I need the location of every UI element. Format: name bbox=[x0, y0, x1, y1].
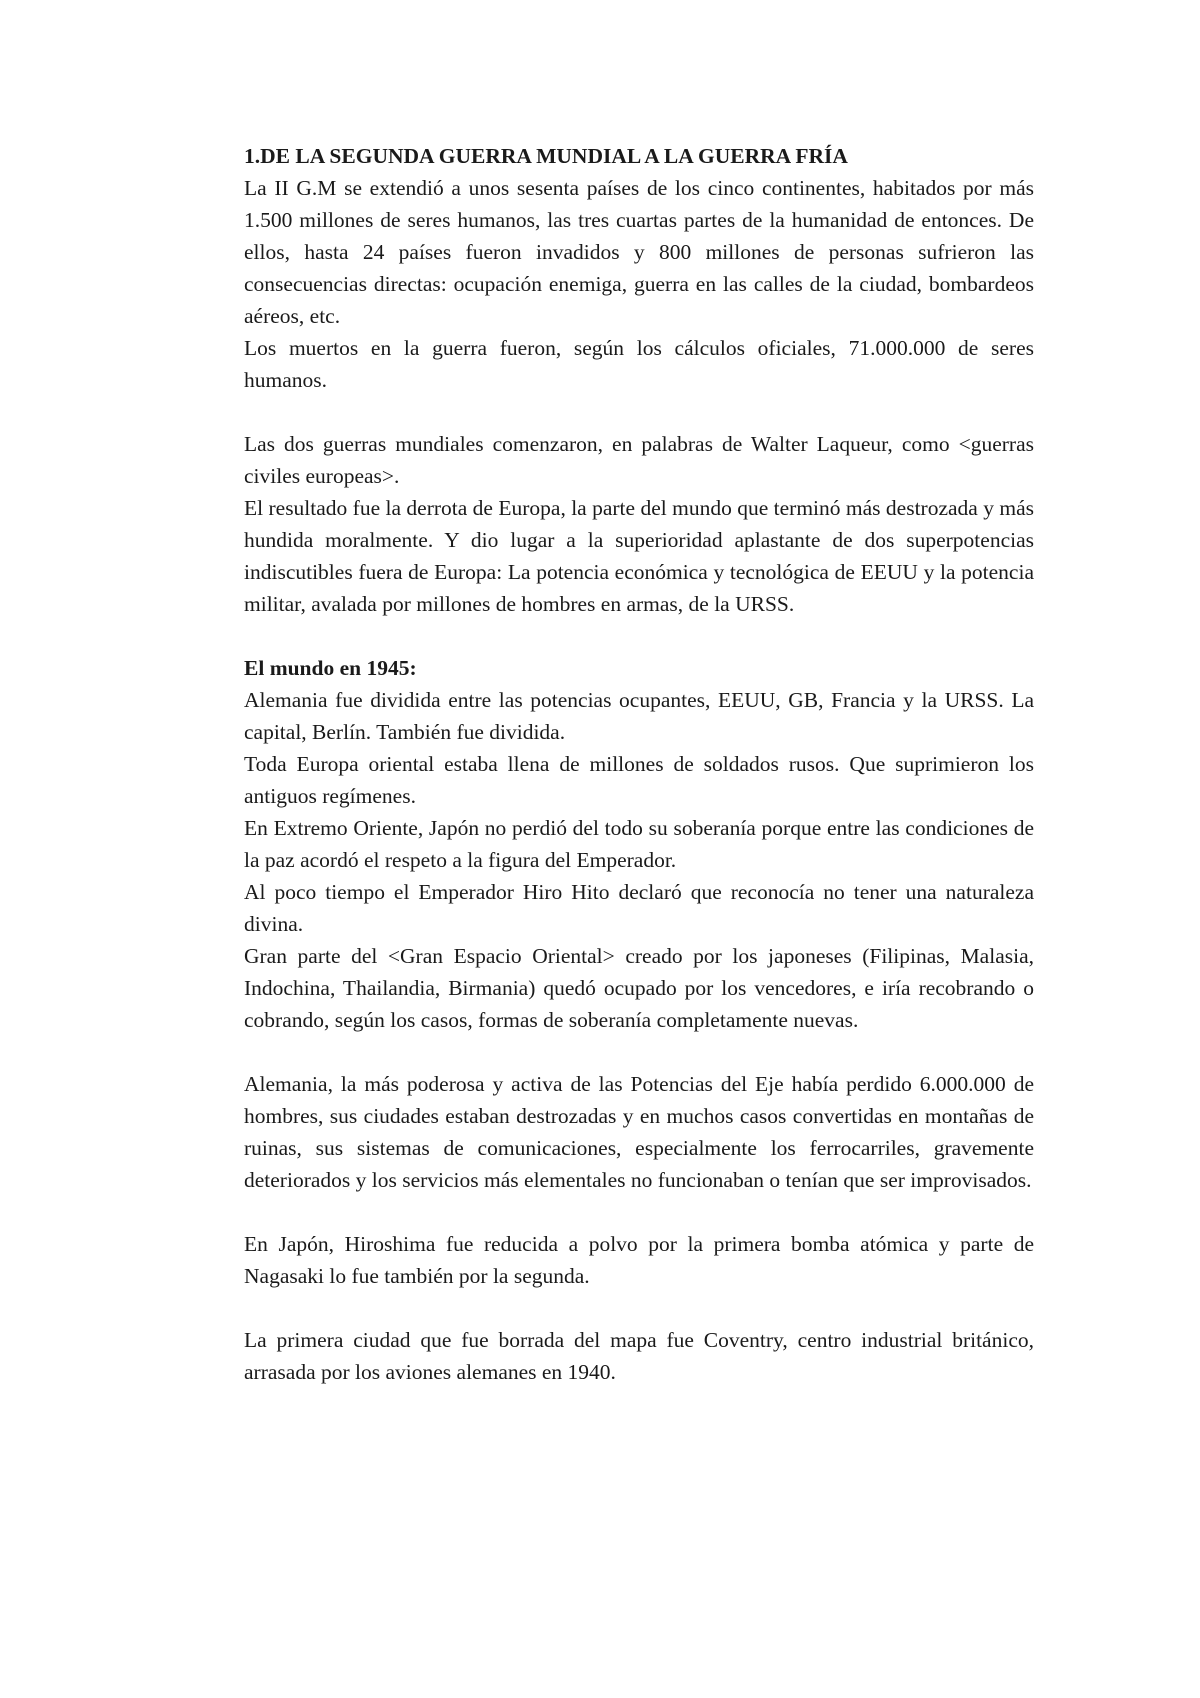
section-paragraph-5: Gran parte del <Gran Espacio Oriental> creado por los japoneses (Filipinas, Malasia, Indochina, Thailandia, Birmania) quedó ocupado por los vencedores, e iría recobrando o cobrando, según los casos, formas de soberanía completamente nuevas. bbox=[244, 944, 1034, 1032]
section-paragraph-6: Alemania, la más poderosa y activa de las Potencias del Eje había perdido 6.000.000 de hombres, sus ciudades estaban destrozadas y en muchos casos convertidas en montañas de ruinas, sus sistemas de comunicaciones, especialmente los ferrocarriles, gravemente deteriorados y los servicios más elementales no funcionaban o tenían que ser improvisados. bbox=[244, 1072, 1034, 1192]
section-paragraph-2: Toda Europa oriental estaba llena de millones de soldados rusos. Que suprimieron los antiguos regímenes. bbox=[244, 752, 1034, 808]
intro-paragraph-1: La II G.M se extendió a unos sesenta países de los cinco continentes, habitados por más 1.500 millones de seres humanos, las tres cuartas partes de la humanidad de entonces. De ellos, hasta 24 países fueron invadidos y 800 millones de personas sufrieron las consecuencias directas: ocupación enemiga, guerra en las calles de la ciudad, bombardeos aéreos, etc. bbox=[244, 176, 1034, 328]
intro-paragraph-4: El resultado fue la derrota de Europa, la parte del mundo que terminó más destrozada y más hundida moralmente. Y dio lugar a la superioridad aplastante de dos superpotencias indiscutibles fuera de Europa: La potencia económica y tecnológica de EEUU y la potencia militar, avalada por millones de hombres en armas, de la URSS. bbox=[244, 496, 1034, 616]
intro-paragraph-3: Las dos guerras mundiales comenzaron, en palabras de Walter Laqueur, como <guerras civiles europeas>. bbox=[244, 432, 1034, 488]
intro-paragraph-2: Los muertos en la guerra fueron, según los cálculos oficiales, 71.000.000 de seres humanos. bbox=[244, 336, 1034, 392]
paragraph-gap bbox=[244, 1196, 1034, 1228]
section-title: El mundo en 1945: bbox=[244, 656, 417, 680]
section-paragraph-1: Alemania fue dividida entre las potencias ocupantes, EEUU, GB, Francia y la URSS. La capital, Berlín. También fue dividida. bbox=[244, 688, 1034, 744]
section-paragraph-3: En Extremo Oriente, Japón no perdió del todo su soberanía porque entre las condiciones de la paz acordó el respeto a la figura del Emperador. bbox=[244, 816, 1034, 872]
paragraph-gap bbox=[244, 396, 1034, 428]
paragraph-gap bbox=[244, 1036, 1034, 1068]
section-paragraph-7: En Japón, Hiroshima fue reducida a polvo por la primera bomba atómica y parte de Nagasaki lo fue también por la segunda. bbox=[244, 1232, 1034, 1288]
section-paragraph-4: Al poco tiempo el Emperador Hiro Hito declaró que reconocía no tener una naturaleza divina. bbox=[244, 880, 1034, 936]
document-title: 1.DE LA SEGUNDA GUERRA MUNDIAL A LA GUERRA FRÍA bbox=[244, 144, 848, 168]
document-page bbox=[244, 140, 1034, 1388]
section-paragraph-8: La primera ciudad que fue borrada del mapa fue Coventry, centro industrial británico, arrasada por los aviones alemanes en 1940. bbox=[244, 1328, 1034, 1384]
paragraph-gap bbox=[244, 620, 1034, 652]
paragraph-gap bbox=[244, 1292, 1034, 1324]
